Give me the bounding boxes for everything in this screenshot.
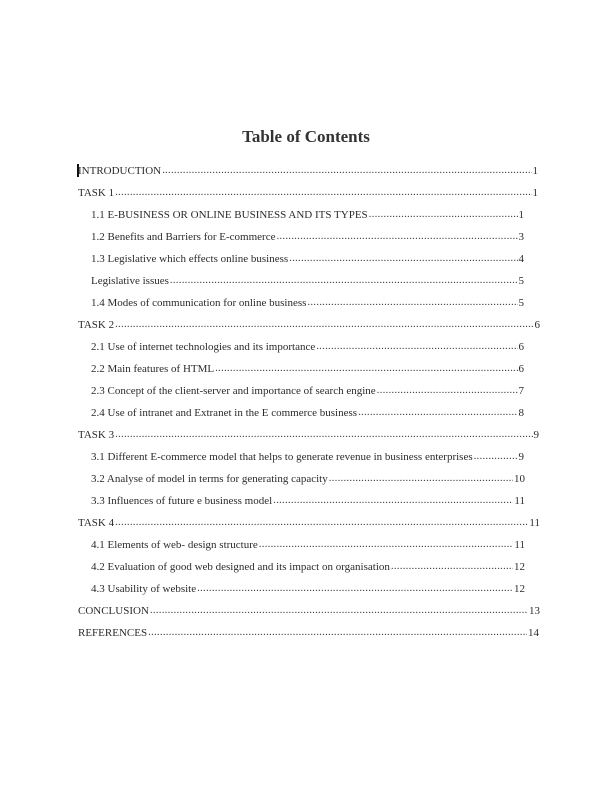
toc-entry-1-3[interactable]: 1.3 Legislative which effects online business ..... 4: [91, 250, 524, 268]
toc-entry-3-3[interactable]: 3.3 Influences of future e business model ..... 11: [91, 492, 525, 510]
toc-entry-2-1[interactable]: 2.1 Use of internet technologies and its importance ..... 6: [91, 338, 524, 356]
toc-entry-4-2[interactable]: 4.2 Evaluation of good web designed and its impact on organisation ..... 12: [91, 558, 525, 576]
toc-entry-3-1[interactable]: 3.1 Different E-commerce model that helps to generate revenue in business enterprises ..... 9: [91, 448, 524, 466]
toc-entry-task-3[interactable]: TASK 3 ..... 9: [78, 426, 539, 444]
toc-entry-4-3[interactable]: 4.3 Usability of website ..... 12: [91, 580, 525, 598]
toc-entry-introduction[interactable]: INTRODUCTION ..... 1: [78, 162, 538, 180]
toc-entry-legislative-issues[interactable]: Legislative issues ..... 5: [91, 272, 524, 290]
toc-entry-1-1[interactable]: 1.1 E-BUSINESS OR ONLINE BUSINESS AND ITS TYPES ..... 1: [91, 206, 524, 224]
toc-entry-task-1[interactable]: TASK 1 ..... 1: [78, 184, 538, 202]
toc-entry-3-2[interactable]: 3.2 Analyse of model in terms for generating capacity ..... 10: [91, 470, 525, 488]
toc-entry-references[interactable]: REFERENCES ..... 14: [78, 624, 539, 642]
toc-entry-2-3[interactable]: 2.3 Concept of the client-server and importance of search engine ..... 7: [91, 382, 524, 400]
toc-entry-1-4[interactable]: 1.4 Modes of communication for online business ..... 5: [91, 294, 524, 312]
toc-entry-task-4[interactable]: TASK 4 ..... 11: [78, 514, 540, 532]
toc-entry-2-4[interactable]: 2.4 Use of intranet and Extranet in the E commerce business ..... 8: [91, 404, 524, 422]
toc-entry-task-2[interactable]: TASK 2 ..... 6: [78, 316, 540, 334]
toc-entry-4-1[interactable]: 4.1 Elements of web- design structure ..... 11: [91, 536, 525, 554]
toc-entry-1-2[interactable]: 1.2 Benefits and Barriers for E-commerce ..... 3: [91, 228, 524, 246]
toc-entry-conclusion[interactable]: CONCLUSION ..... 13: [78, 602, 540, 620]
toc-title: Table of Contents: [242, 127, 370, 146]
toc-entry-2-2[interactable]: 2.2 Main features of HTML ..... 6: [91, 360, 524, 378]
